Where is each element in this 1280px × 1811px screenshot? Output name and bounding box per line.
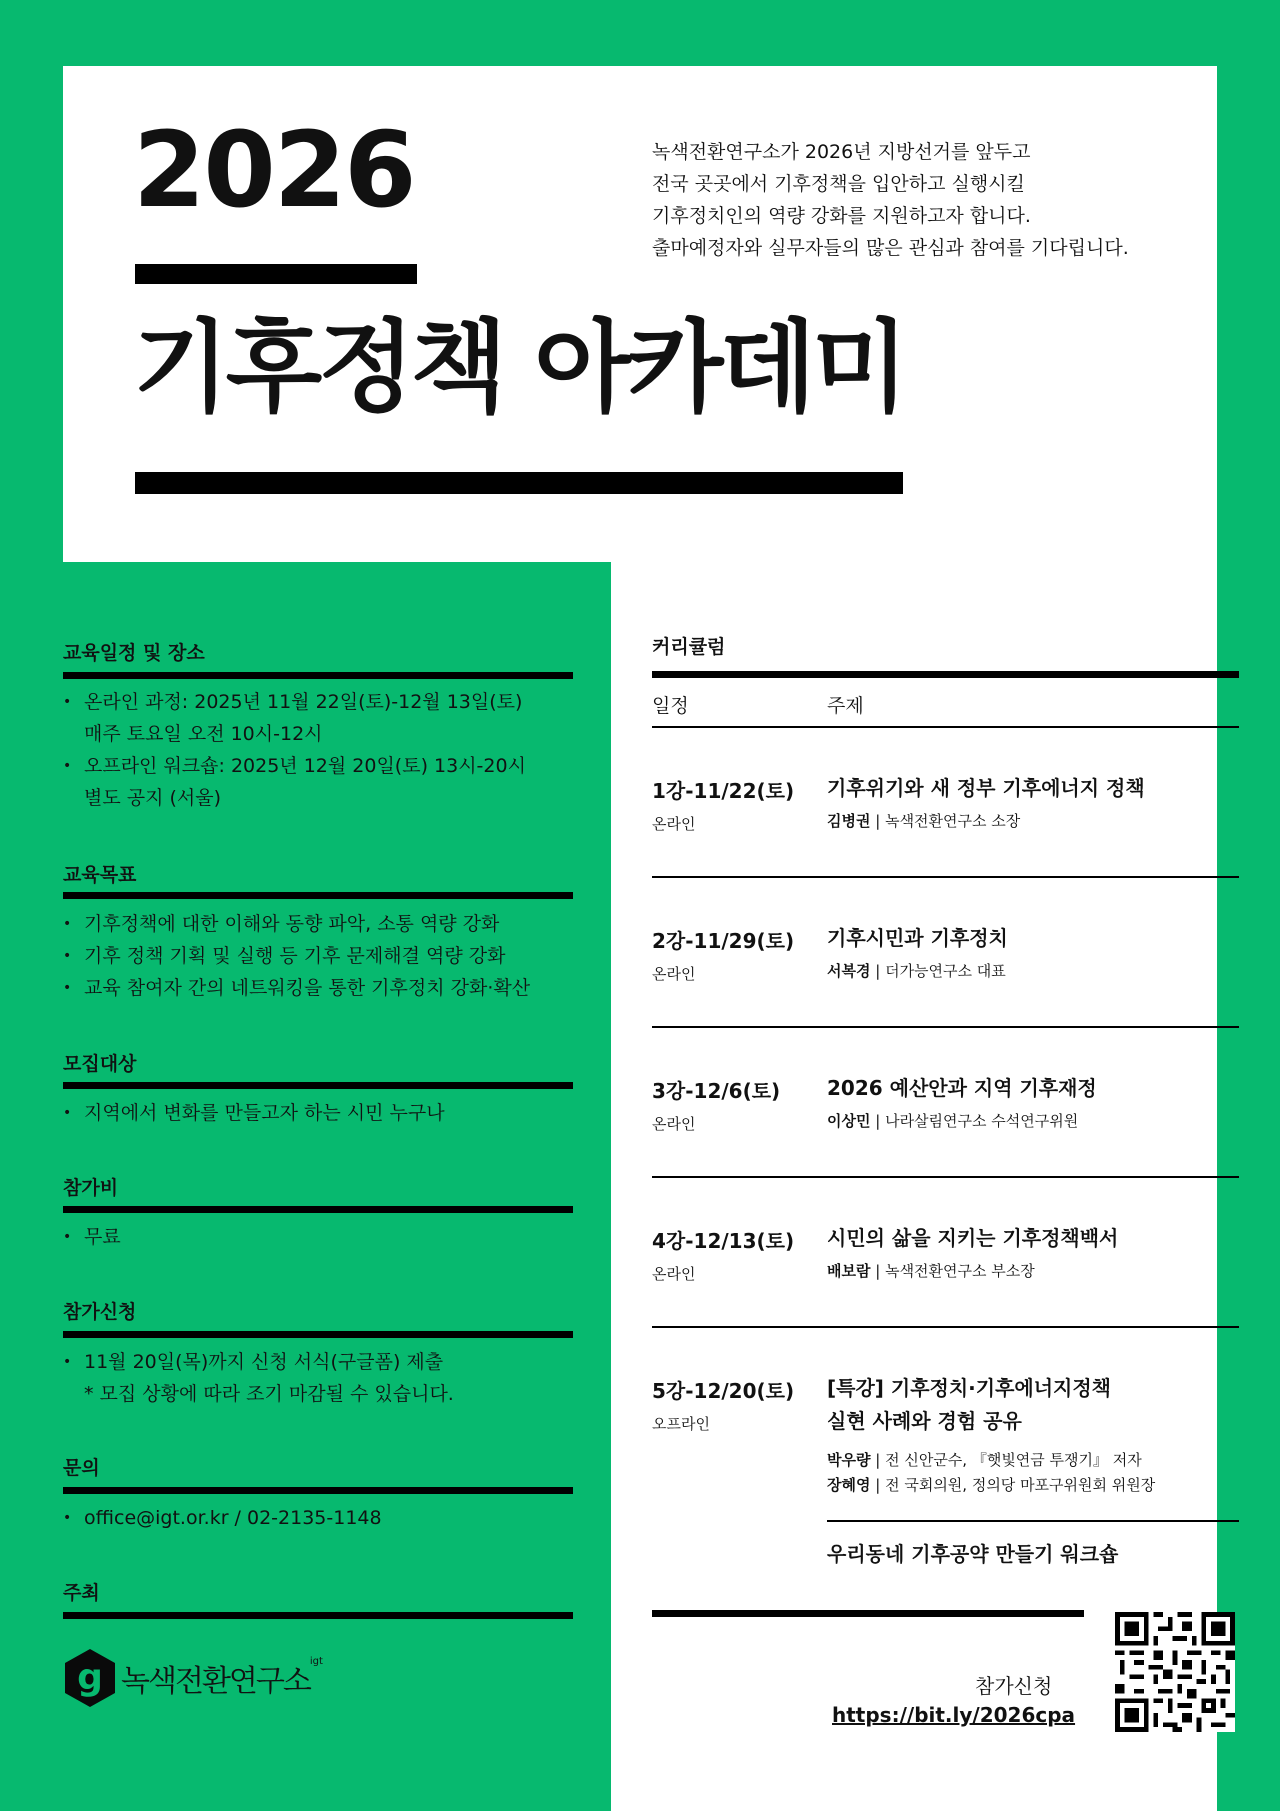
lecture-date: 1강-11/22(토) xyxy=(652,779,795,803)
lecture-title: [특강] 기후정치·기후에너지정책 실현 사례와 경험 공유 xyxy=(827,1376,1112,1433)
section-rule xyxy=(63,1331,573,1338)
lecture-mode: 온라인 xyxy=(652,1115,696,1133)
list-item: • 기후 정책 기획 및 실행 등 기후 문제해결 역량 강화 xyxy=(63,940,530,972)
intro-text: 녹색전환연구소가 2026년 지방선거를 앞두고 전국 곳곳에서 기후정책을 입안하고 실행시킬 기후정치인의 역량 강화를 지원하고자 합니다. 출마예정자와 실무자들의 많은 관심과 참여를 기다립니다. xyxy=(652,141,1129,259)
lecture-title: 기후위기와 새 정부 기후에너지 정책 xyxy=(827,776,1145,800)
year-underline xyxy=(135,264,417,284)
lecture-date: 3강-12/6(토) xyxy=(652,1079,781,1103)
table-divider xyxy=(827,1520,1239,1522)
lecture-date: 4강-12/13(토) xyxy=(652,1229,795,1253)
table-divider xyxy=(652,876,1239,878)
workshop-title: 우리동네 기후공약 만들기 워크숍 xyxy=(827,1542,1119,1566)
table-divider xyxy=(652,1326,1239,1328)
lecture-speaker: 박우량 | 전 신안군수, 『햇빛연금 투쟁기』 저자 xyxy=(827,1451,1142,1469)
page-title: 기후정책 아카데미 xyxy=(133,309,905,426)
apply-link[interactable]: https://bit.ly/2026cpa xyxy=(832,1703,1076,1727)
title-underline xyxy=(135,472,903,494)
list-item: • 기후정책에 대한 이해와 동향 파악, 소통 역량 강화 xyxy=(63,908,530,940)
list-item: • 무료 xyxy=(63,1221,121,1253)
section-rule xyxy=(63,892,573,899)
qr-code-icon[interactable] xyxy=(1115,1612,1235,1732)
year-heading: 2026 xyxy=(133,109,415,231)
apply-list xyxy=(63,1346,454,1410)
lecture-speaker: 장혜영 | 전 국회의원, 정의당 마포구위원회 위원장 xyxy=(827,1476,1156,1494)
lecture-speaker: 김병권 | 녹색전환연구소 소장 xyxy=(827,812,1021,830)
footer-rule xyxy=(652,1610,1084,1617)
list-item: • 11월 20일(목)까지 신청 서식(구글폼) 제출 * 모집 상황에 따라 조기 마감될 수 있습니다. xyxy=(63,1346,454,1410)
table-divider xyxy=(652,1026,1239,1028)
lecture-date: 2강-11/29(토) xyxy=(652,929,795,953)
lecture-title: 기후시민과 기후정치 xyxy=(827,926,1008,950)
curriculum-rule xyxy=(652,671,1239,678)
contact-list xyxy=(63,1502,382,1534)
goals-list xyxy=(63,908,530,1004)
lecture-mode: 오프라인 xyxy=(652,1415,710,1433)
lecture-title: 2026 예산안과 지역 기후재정 xyxy=(827,1076,1097,1100)
svg-text:g: g xyxy=(77,1657,103,1698)
section-rule xyxy=(63,1612,573,1619)
table-divider xyxy=(652,726,1239,728)
lecture-mode: 온라인 xyxy=(652,1265,696,1283)
column-header-date: 일정 xyxy=(652,695,689,717)
section-rule xyxy=(63,1487,573,1494)
curriculum-heading: 커리큘럼 xyxy=(652,636,726,658)
fee-list xyxy=(63,1221,121,1253)
lecture-speaker: 서복경 | 더가능연구소 대표 xyxy=(827,962,1006,980)
table-divider xyxy=(652,1176,1239,1178)
contact-heading: 문의 xyxy=(63,1457,100,1479)
list-item: • 교육 참여자 간의 네트워킹을 통한 기후정치 강화·확산 xyxy=(63,972,530,1004)
list-item: • 지역에서 변화를 만들고자 하는 시민 누구나 xyxy=(63,1097,445,1129)
lecture-mode: 온라인 xyxy=(652,965,696,983)
apply-heading: 참가신청 xyxy=(63,1301,137,1323)
lecture-speakers xyxy=(827,1448,1155,1498)
goals-heading: 교육목표 xyxy=(63,864,137,886)
apply-label: 참가신청 xyxy=(975,1674,1053,1698)
schedule-list xyxy=(63,686,526,814)
fee-heading: 참가비 xyxy=(63,1177,119,1199)
schedule-heading: 교육일정 및 장소 xyxy=(63,642,205,664)
lecture-date: 5강-12/20(토) xyxy=(652,1379,795,1403)
section-rule xyxy=(63,672,573,679)
lecture-speaker: 이상민 | 나라살림연구소 수석연구위원 xyxy=(827,1112,1079,1130)
section-rule xyxy=(63,1082,573,1089)
target-list xyxy=(63,1097,445,1129)
list-item: • 오프라인 워크숍: 2025년 12월 20일(토) 13시-20시 별도 공지 (서울) xyxy=(63,750,526,814)
column-header-topic: 주제 xyxy=(827,695,864,717)
lecture-mode: 온라인 xyxy=(652,815,696,833)
section-rule xyxy=(63,1206,573,1213)
lecture-title: 시민의 삶을 지키는 기후정책백서 xyxy=(827,1226,1119,1250)
host-heading: 주최 xyxy=(63,1582,100,1604)
target-heading: 모집대상 xyxy=(63,1053,137,1075)
contact-item[interactable]: • office@igt.or.kr / 02-2135-1148 xyxy=(63,1502,382,1534)
lecture-speaker: 배보람 | 녹색전환연구소 부소장 xyxy=(827,1262,1035,1280)
igt-logo: g 녹색전환연구소 $^{igt}$ xyxy=(63,1648,323,1708)
list-item: • 온라인 과정: 2025년 11월 22일(토)-12월 13일(토) 매주 토요일 오전 10시-12시 xyxy=(63,686,526,750)
logo-hexagon-icon xyxy=(63,1648,117,1708)
